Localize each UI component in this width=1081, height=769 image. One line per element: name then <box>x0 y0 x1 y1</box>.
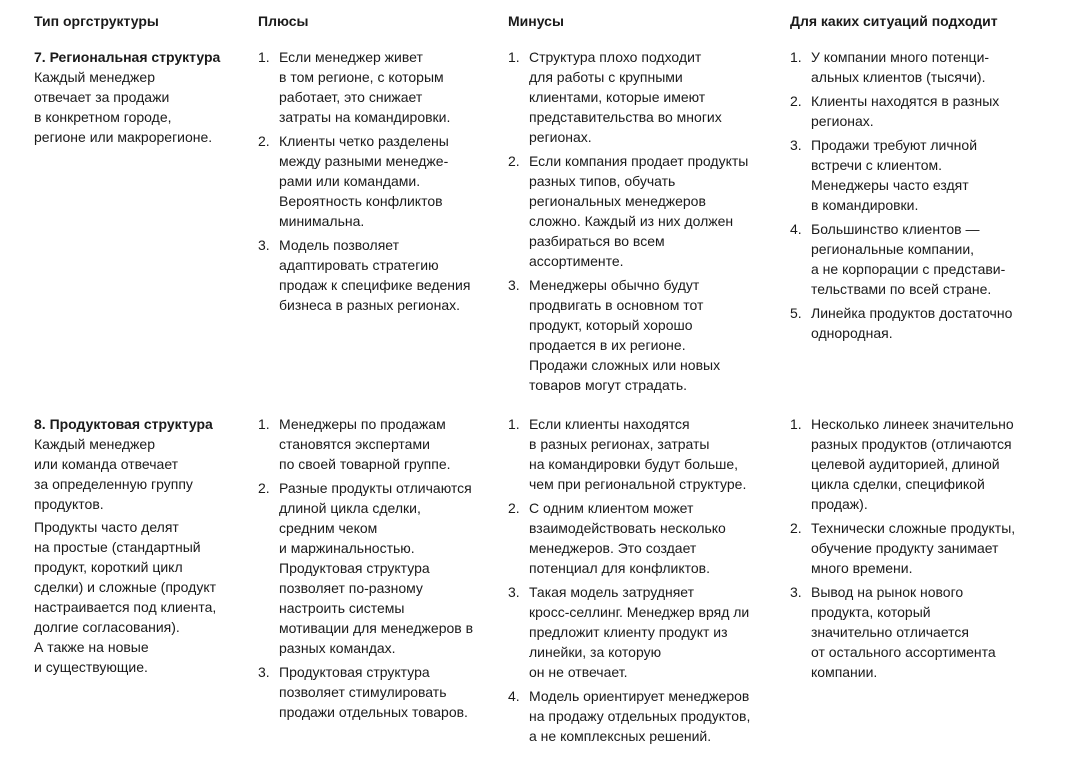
item-text: Продажи требуют личной встречи с клиентом. Менеджеры часто ездят в командировки. <box>811 137 978 213</box>
cons-list <box>508 414 778 746</box>
item-number: 1. <box>258 416 270 432</box>
list-item <box>258 131 498 231</box>
item-text: Клиенты находятся в разных регионах. <box>811 93 1000 129</box>
item-text: Несколько линеек значительно разных продуктов (отличаются целевой аудиторией, длиной цикла сделки, спецификой продаж). <box>811 416 1014 512</box>
item-number: 1. <box>790 49 802 65</box>
list-item <box>790 414 1060 514</box>
list-item <box>508 582 778 682</box>
item-text: Вывод на рынок нового продукта, который значительно отличается от остального ассортимента компании. <box>811 584 996 680</box>
list-item <box>508 47 778 147</box>
list-item <box>790 303 1060 343</box>
item-text: Менеджеры обычно будут продвигать в основном тот продукт, который хорошо продается в их регионе. Продажи сложных или новых товаров могут страдать. <box>529 277 721 393</box>
item-number: 2. <box>258 133 270 149</box>
row-product-pros <box>258 414 498 726</box>
situations-list <box>790 414 1060 682</box>
row-regional-situations <box>790 47 1060 347</box>
item-number: 3. <box>508 584 520 600</box>
item-text: Если клиенты находятся в разных регионах, затраты на командировки будут больше, чем при региональной структуре. <box>529 416 747 492</box>
list-item <box>508 275 778 395</box>
list-item <box>258 478 498 658</box>
header-pros: Плюсы <box>258 13 309 29</box>
list-item <box>258 662 498 722</box>
item-text: Большинство клиентов — региональные компании, а не корпорации с представи- тельствами по всей стране. <box>811 221 1006 297</box>
cons-list <box>508 47 778 395</box>
list-item <box>790 47 1060 87</box>
description-paragraph: Каждый менеджер отвечает за продажи в конкретном городе, регионе или макрорегионе. <box>34 69 213 145</box>
item-text: Если менеджер живет в том регионе, с которым работает, это снижает затраты на командировки. <box>279 49 451 125</box>
header-situations: Для каких ситуаций подходит <box>790 13 998 29</box>
item-number: 2. <box>258 480 270 496</box>
item-text: Такая модель затрудняет кросс-селлинг. Менеджер вряд ли предложит клиенту продукт из линейки, за которую он не отвечает. <box>529 584 750 680</box>
item-number: 1. <box>258 49 270 65</box>
list-item <box>790 518 1060 578</box>
list-item <box>258 47 498 127</box>
row-product-type <box>34 414 249 680</box>
item-number: 5. <box>790 305 802 321</box>
list-item <box>790 219 1060 299</box>
item-number: 1. <box>790 416 802 432</box>
row-product-cons <box>508 414 778 750</box>
item-text: Менеджеры по продажам становятся экспертами по своей товарной группе. <box>279 416 451 472</box>
list-item <box>790 582 1060 682</box>
situations-list <box>790 47 1060 343</box>
list-item <box>790 135 1060 215</box>
row-regional-type <box>34 47 249 150</box>
item-text: Технически сложные продукты, обучение продукту занимает много времени. <box>811 520 1016 576</box>
description-paragraph: Каждый менеджер или команда отвечает за определенную группу продуктов. <box>34 436 193 512</box>
item-text: Модель ориентирует менеджеров на продажу отдельных продуктов, а не комплексных решений. <box>529 688 751 744</box>
item-number: 2. <box>790 93 802 109</box>
list-item <box>508 414 778 494</box>
item-text: Продуктовая структура позволяет стимулировать продажи отдельных товаров. <box>279 664 468 720</box>
list-item <box>508 686 778 746</box>
item-number: 1. <box>508 416 520 432</box>
row-regional-pros <box>258 47 498 319</box>
item-text: Модель позволяет адаптировать стратегию продаж к специфике ведения бизнеса в разных регионах. <box>279 237 471 313</box>
item-number: 3. <box>790 584 802 600</box>
list-item <box>258 235 498 315</box>
item-text: Структура плохо подходит для работы с крупными клиентами, которые имеют представительства во многих регионах. <box>529 49 722 145</box>
structure-description <box>34 434 249 677</box>
row-regional-cons <box>508 47 778 399</box>
header-type: Тип оргструктуры <box>34 13 159 29</box>
list-item <box>790 91 1060 131</box>
item-number: 3. <box>258 664 270 680</box>
item-number: 2. <box>508 500 520 516</box>
item-text: С одним клиентом может взаимодействовать несколько менеджеров. Это создает потенциал для конфликтов. <box>529 500 726 576</box>
list-item <box>258 414 498 474</box>
item-number: 2. <box>790 520 802 536</box>
item-text: Разные продукты отличаются длиной цикла сделки, средним чеком и маржинальностью. Продуктовая структура позволяет по-разному настроить системы мотивации для менеджеров в разных командах. <box>279 480 474 656</box>
item-text: У компании много потенци- альных клиентов (тысячи). <box>811 49 990 85</box>
header-cons: Минусы <box>508 13 564 29</box>
structure-title: 8. Продуктовая структура <box>34 416 213 432</box>
item-number: 1. <box>508 49 520 65</box>
item-text: Если компания продает продукты разных типов, обучать региональных менеджеров сложно. Каждый из них должен разбираться во всем ассортименте. <box>529 153 749 269</box>
item-text: Линейка продуктов достаточно однородная. <box>811 305 1013 341</box>
item-number: 4. <box>790 221 802 237</box>
item-number: 3. <box>508 277 520 293</box>
list-item <box>508 151 778 271</box>
pros-list <box>258 47 498 315</box>
structure-description <box>34 67 249 147</box>
list-item <box>508 498 778 578</box>
structure-title: 7. Региональная структура <box>34 49 221 65</box>
item-text: Клиенты четко разделены между разными менедже- рами или командами. Вероятность конфликтов минимальна. <box>279 133 449 229</box>
item-number: 2. <box>508 153 520 169</box>
item-number: 4. <box>508 688 520 704</box>
description-paragraph: Продукты часто делят на простые (стандартный продукт, короткий цикл сделки) и сложные (продукт настраивается под клиента, долгие согласования). А также на новые и существующие. <box>34 519 217 675</box>
item-number: 3. <box>790 137 802 153</box>
item-number: 3. <box>258 237 270 253</box>
pros-list <box>258 414 498 722</box>
row-product-situations <box>790 414 1060 686</box>
